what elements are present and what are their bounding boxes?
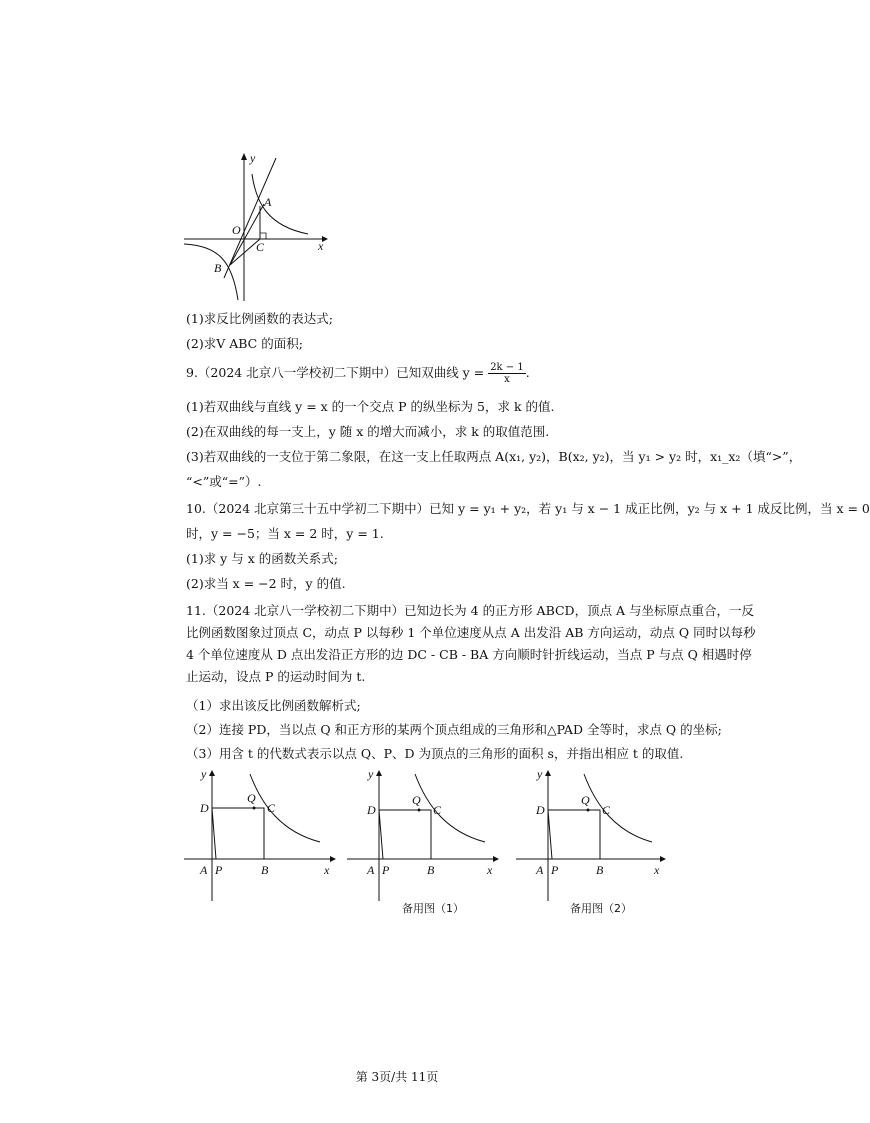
fig2-label-A: A <box>367 863 375 877</box>
fig2-label-x: x <box>487 863 493 877</box>
caption-alt1: 备用图（1） <box>402 902 464 915</box>
q9-sub2: (2)在双曲线的每一支上，y 随 x 的增大而减小，求 k 的取值范围. <box>186 424 550 439</box>
caption-alt2: 备用图（2） <box>570 902 632 915</box>
fig3-label-x: x <box>654 863 660 877</box>
q10-line1: 10.（2024 北京第三十五中学初二下期中）已知 y = y₁ + y₂，若 y₁ 与 x − 1 成正比例，y₂ 与 x + 1 成反比例，当 x = 0 <box>186 501 870 516</box>
q9-frac-num: 2k − 1 <box>490 362 524 373</box>
label-y: y <box>250 151 256 165</box>
q10-sub2: (2)求当 x = −2 时，y 的值. <box>186 576 346 591</box>
fig2-label-y: y <box>368 767 374 781</box>
square-figure-alt1 <box>345 766 501 906</box>
q11-sub3: （3）用含 t 的代数式表示以点 Q、P、D 为顶点的三角形的面积 s，并指出相应 t 的取值. <box>186 746 684 761</box>
q11-sub2: （2）连接 PD，当以点 Q 和正方形的某两个顶点组成的三角形和△PAD 全等时，求点 Q 的坐标; <box>186 722 722 737</box>
q10-line2: 时，y = −5；当 x = 2 时，y = 1. <box>186 526 384 541</box>
fig3-label-Q: Q <box>581 793 590 807</box>
fig3-label-A: A <box>536 863 544 877</box>
q8-sub2: (2)求V ABC 的面积; <box>186 336 303 351</box>
fig2-label-P: P <box>382 863 390 877</box>
q9-stem <box>186 362 530 385</box>
page-footer: 第 3页/共 11页 <box>355 1070 439 1084</box>
fig3-label-D: D <box>536 803 545 817</box>
fig1-label-x: x <box>324 863 330 877</box>
fig3-label-P: P <box>551 863 559 877</box>
label-O: O <box>232 223 241 237</box>
fig3-label-y: y <box>537 767 543 781</box>
fig1-label-Q: Q <box>247 791 256 805</box>
q9-sub3a: (3)若双曲线的一支位于第二象限，在这一支上任取两点 A(x₁, y₂)，B(x₂, y₂)，当 y₁ > y₂ 时，x₁_x₂（填“>”， <box>186 449 802 464</box>
fig3-label-B: B <box>596 863 604 877</box>
fig2-label-Q: Q <box>412 793 421 807</box>
square-figure-main <box>182 766 338 906</box>
q9-sub3b: “<”或“=”）. <box>186 474 262 489</box>
fig1-label-D: D <box>200 801 209 815</box>
fig1-label-B: B <box>261 863 269 877</box>
label-A: A <box>264 195 272 209</box>
q8-sub1: (1)求反比例函数的表达式; <box>186 311 333 326</box>
q9-stem-text: 9.（2024 北京八一学校初二下期中）已知双曲线 y = <box>186 365 485 380</box>
fig2-label-C: C <box>433 803 442 817</box>
q9-sub1: (1)若双曲线与直线 y = x 的一个交点 P 的纵坐标为 5，求 k 的值. <box>186 399 555 414</box>
fig3-label-C: C <box>602 803 611 817</box>
fig2-label-B: B <box>427 863 435 877</box>
fig1-label-y: y <box>201 767 207 781</box>
q11-paragraph: 11.（2024 北京八一学校初二下期中）已知边长为 4 的正方形 ABCD，顶点 A 与坐标原点重合，一反比例函数图象过顶点 C，动点 P 以每秒 1 个单位速度从点 A 出发沿 AB 方向运动，动点 Q 同时以每秒 4 个单位速度从 D 点出发沿正方形的边 DC - CB - BA 方向顺时针折线运动，当点 P 与点 Q 相遇时停止运动，设点 P 的运动时间为 t. <box>186 603 756 684</box>
label-B: B <box>214 261 222 275</box>
hyperbola-figure <box>180 148 330 303</box>
q9-stem-end: . <box>525 365 530 380</box>
fig1-label-C: C <box>267 801 276 815</box>
q9-fraction <box>488 362 526 385</box>
q11-sub1: （1）求出该反比例函数解析式; <box>186 698 361 713</box>
label-x: x <box>318 239 324 253</box>
fig1-label-A: A <box>200 863 208 877</box>
q9-frac-den: x <box>504 374 510 385</box>
fig2-label-D: D <box>367 803 376 817</box>
label-C: C <box>256 240 265 254</box>
q10-sub1: (1)求 y 与 x 的函数关系式; <box>186 551 338 566</box>
fig1-label-P: P <box>215 863 223 877</box>
square-figure-alt2 <box>514 766 670 906</box>
